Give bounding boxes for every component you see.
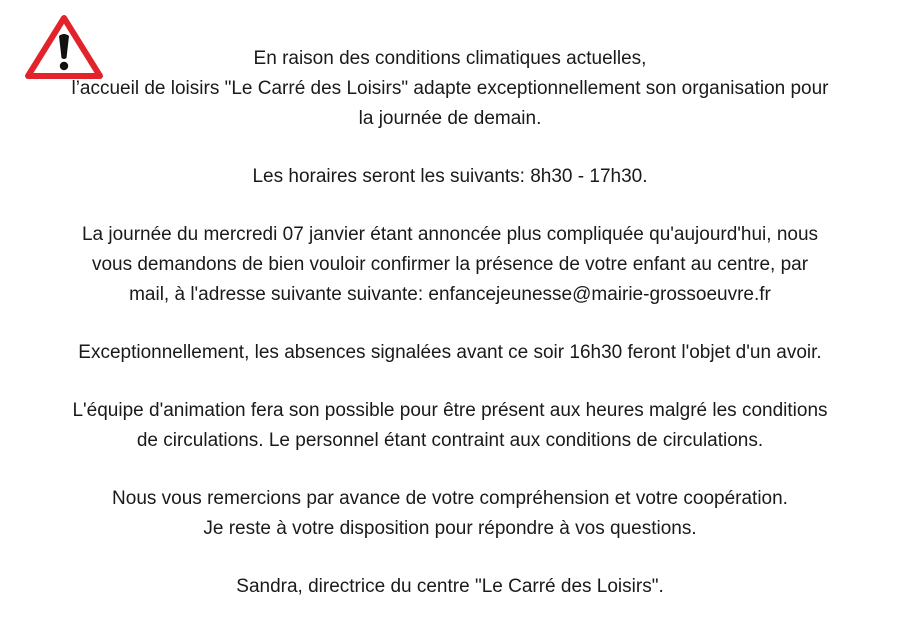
text-line: Je reste à votre disposition pour répondre à vos questions.: [203, 518, 697, 539]
text-line: de circulations. Le personnel étant contraint aux conditions de circulations.: [136, 430, 764, 451]
text-line: L'équipe d'animation fera son possible pour être présent aux heures malgré les conditions: [72, 400, 828, 421]
text-line: la journée de demain.: [358, 108, 542, 129]
intro-paragraph: [0, 44, 900, 134]
text-line: Exceptionnellement, les absences signalées avant ce soir 16h30 feront l'objet d'un avoir.: [78, 342, 822, 363]
confirmation-paragraph: [0, 220, 900, 310]
text-line: Nous vous remercions par avance de votre compréhension et votre coopération.: [112, 488, 788, 509]
absences-paragraph: [0, 338, 900, 368]
staff-paragraph: [0, 396, 900, 456]
text-line: vous demandons de bien vouloir confirmer la présence de votre enfant au centre, par: [91, 254, 809, 275]
thanks-paragraph: [0, 484, 900, 544]
signature-paragraph: [0, 572, 900, 602]
schedule-paragraph: [0, 162, 900, 192]
signature-line: Sandra, directrice du centre "Le Carré des Loisirs".: [236, 576, 664, 597]
text-line: mail, à l'adresse suivante suivante: enfancejeunesse@mairie-grossoeuvre.fr: [129, 284, 771, 305]
text-line: La journée du mercredi 07 janvier étant annoncée plus compliquée qu'aujourd'hui, nous: [81, 224, 819, 245]
text-line: En raison des conditions climatiques actuelles,: [253, 48, 647, 69]
notice-text: [0, 44, 900, 602]
text-line: l’accueil de loisirs "Le Carré des Loisirs" adapte exceptionnellement son organisation pour: [71, 78, 829, 99]
text-line: Les horaires seront les suivants: 8h30 - 17h30.: [252, 166, 648, 187]
